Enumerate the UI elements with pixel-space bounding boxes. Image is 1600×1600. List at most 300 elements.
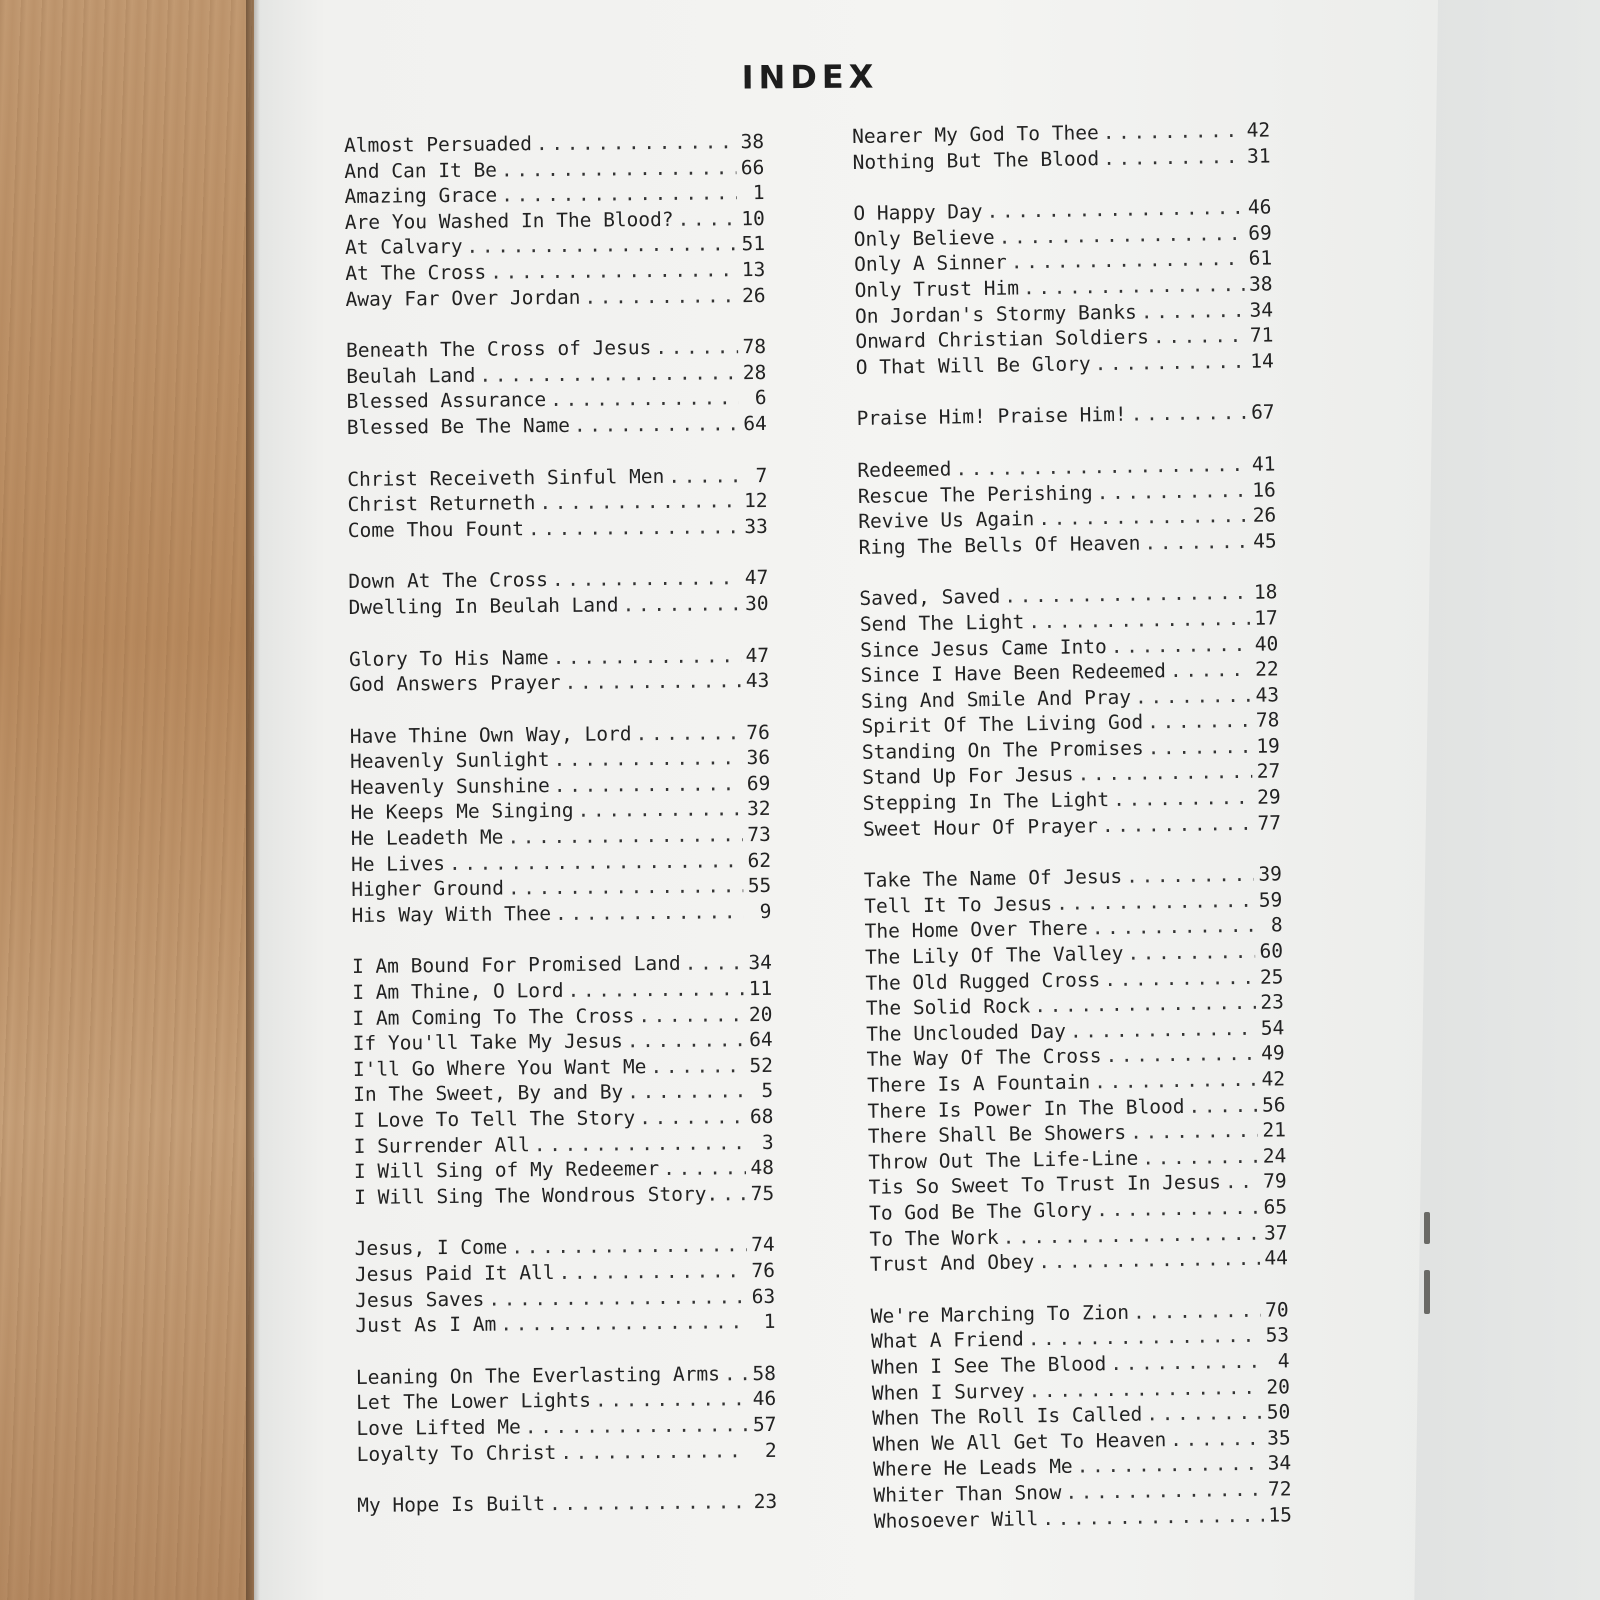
page-number: 68	[749, 1104, 774, 1129]
dot-leader	[1038, 1502, 1264, 1531]
page-number: 74	[751, 1233, 775, 1257]
hymn-title: I'll Go Where You Want Me	[352, 1054, 647, 1081]
hymn-title: Since Jesus Came Into	[860, 634, 1107, 662]
page-number: 76	[746, 720, 770, 744]
dot-leader	[504, 873, 744, 901]
hymn-title: Sing And Smile And Pray	[860, 685, 1132, 713]
index-entry	[351, 848, 771, 878]
page-number: 32	[746, 797, 771, 821]
hymn-title: Blessed Assurance	[346, 388, 547, 414]
page-number: 12	[743, 489, 768, 513]
hymn-title: Dwelling In Beulah Land	[348, 593, 619, 619]
hymn-title: Whosoever Will	[873, 1506, 1039, 1533]
index-entry	[348, 514, 768, 544]
hymn-title: When We All Get To Heaven	[872, 1427, 1167, 1456]
hymn-title: My Hope Is Built	[357, 1492, 546, 1518]
index-entry	[349, 668, 769, 698]
hymn-title: Stand Up For Jesus	[862, 763, 1074, 790]
dot-leader	[560, 668, 741, 695]
page-number: 6	[754, 386, 767, 410]
hymn-title: I Am Coming To The Cross	[352, 1003, 635, 1030]
page-number: 38	[1248, 272, 1273, 296]
hymn-title: Almost Persuaded	[344, 132, 533, 157]
hymn-title: There Shall Be Showers	[867, 1121, 1127, 1149]
dot-leader	[1143, 708, 1252, 735]
page-number: 60	[1259, 939, 1284, 963]
index-entry	[852, 143, 1270, 175]
index-column-left	[344, 129, 778, 1545]
index-entry	[344, 129, 764, 159]
index-group	[859, 580, 1281, 842]
dot-leader	[551, 899, 744, 926]
dot-leader	[580, 283, 737, 310]
hymn-title: He Lives	[350, 851, 446, 876]
index-entry	[350, 720, 770, 750]
dot-leader	[664, 463, 739, 489]
index-entry	[354, 1155, 774, 1185]
hymn-title: Heavenly Sunshine	[350, 773, 550, 799]
index-group	[350, 720, 772, 929]
page-number: 69	[746, 771, 771, 796]
index-entry	[356, 1386, 776, 1416]
hymn-title: Revive Us Again	[858, 507, 1035, 534]
hymn-title: The Old Rugged Cross	[865, 967, 1101, 995]
hymn-title: I Will Sing of My Redeemer	[353, 1157, 660, 1184]
dot-leader	[1024, 606, 1250, 635]
page-number: 71	[1249, 323, 1274, 347]
hymn-title: At The Cross	[345, 260, 487, 285]
dot-leader	[548, 566, 741, 593]
dot-leader	[1122, 862, 1254, 890]
hymn-title: Trust And Obey	[869, 1250, 1035, 1277]
page-number: 3	[761, 1130, 774, 1154]
hymn-title: At Calvary	[344, 235, 463, 260]
index-group	[871, 1297, 1293, 1534]
dot-leader	[1034, 1246, 1260, 1275]
page-number: 13	[741, 257, 766, 282]
hymn-title: Only Trust Him	[854, 276, 1020, 302]
page-number: 31	[1246, 144, 1271, 168]
dot-leader	[1137, 297, 1246, 324]
index-group	[348, 565, 768, 620]
dot-leader	[1142, 1400, 1262, 1427]
hymn-title: Nothing But The Blood	[852, 146, 1100, 174]
hymn-title: Beulah Land	[346, 363, 476, 388]
dot-leader	[718, 1181, 746, 1207]
index-entry	[356, 1412, 776, 1442]
index-entry	[347, 411, 767, 441]
page-number: 14	[1250, 349, 1274, 373]
hymn-title: There Is A Fountain	[866, 1070, 1091, 1097]
page-number: 1	[752, 181, 765, 205]
page-number: 26	[1252, 503, 1277, 527]
hymn-title: Take The Name Of Jesus	[863, 865, 1123, 893]
dot-leader	[475, 360, 738, 388]
page-number: 79	[1262, 1169, 1287, 1194]
index-entry	[346, 334, 766, 364]
dot-leader	[1092, 1195, 1259, 1223]
index-entry	[874, 1502, 1292, 1534]
index-entry	[345, 257, 765, 287]
page-number: 51	[741, 232, 766, 256]
dot-leader	[496, 1309, 747, 1337]
index-entry	[345, 206, 765, 236]
page-number: 52	[749, 1053, 774, 1077]
dot-leader	[982, 195, 1243, 225]
page-number: 44	[1264, 1246, 1289, 1270]
dot-leader	[570, 411, 739, 438]
index-entry	[345, 231, 765, 261]
page-number: 5	[761, 1079, 774, 1103]
dot-leader	[507, 1233, 747, 1261]
hymn-title: He Leadeth Me	[350, 825, 504, 851]
dot-leader	[445, 848, 743, 876]
hymn-title: Jesus Saves	[355, 1287, 485, 1312]
page-number: 46	[1247, 195, 1272, 219]
index-group	[349, 642, 769, 697]
page-number: 34	[1249, 297, 1274, 322]
page-number: 56	[1261, 1092, 1286, 1117]
page-number: 57	[752, 1412, 777, 1437]
dot-leader	[1107, 631, 1251, 659]
dot-leader	[1149, 323, 1246, 350]
dot-leader	[1126, 1118, 1258, 1146]
hymn-title: He Keeps Me Singing	[350, 799, 574, 825]
page-number: 59	[1258, 888, 1283, 912]
page-number: 76	[751, 1258, 776, 1283]
dot-leader	[1019, 272, 1245, 301]
page-number: 35	[1267, 1425, 1291, 1450]
dot-leader	[1098, 810, 1254, 838]
index-entry	[353, 1053, 773, 1083]
dot-leader	[1184, 1092, 1257, 1119]
dot-leader	[631, 720, 741, 747]
page-number: 73	[747, 822, 771, 847]
dot-leader	[462, 232, 737, 260]
page-number: 40	[1254, 631, 1279, 656]
hymn-title: Leaning On The Everlasting Arms	[355, 1362, 720, 1389]
dot-leader	[659, 1155, 746, 1181]
staple-marks	[1422, 1212, 1432, 1332]
page-number: 64	[743, 411, 767, 436]
page-number: 4	[1277, 1349, 1290, 1373]
hymn-title: Amazing Grace	[344, 183, 498, 209]
hymn-title: We're Marching To Zion	[870, 1300, 1130, 1328]
dot-leader	[1061, 1477, 1264, 1506]
page-number: 48	[750, 1156, 775, 1180]
index-entry	[354, 1130, 774, 1160]
dot-leader	[1138, 1144, 1258, 1171]
hymn-title: Spirit Of The Living God	[861, 710, 1144, 739]
hymn-title: Standing On The Promises	[861, 736, 1144, 764]
dot-leader	[1221, 1169, 1259, 1195]
page-number: 23	[1260, 990, 1285, 1014]
dot-leader	[532, 129, 736, 156]
index-entry	[346, 360, 766, 390]
dot-leader	[556, 1438, 749, 1465]
page-number: 75	[750, 1181, 775, 1205]
dot-leader	[634, 1002, 744, 1029]
index-entry	[347, 462, 767, 492]
dot-leader	[623, 1079, 745, 1106]
index-group	[852, 117, 1271, 175]
hymn-title: Come Thou Fount	[347, 517, 525, 542]
dot-leader	[1092, 477, 1248, 505]
page-number: 17	[1254, 606, 1278, 630]
dot-leader	[484, 1284, 747, 1312]
dot-leader	[1131, 682, 1251, 709]
hymn-title: Heavenly Sunlight	[349, 748, 550, 774]
hymn-title: Let The Lower Lights	[356, 1389, 592, 1415]
index-group	[355, 1232, 776, 1338]
hymn-title: There Is Power In The Blood	[867, 1094, 1185, 1123]
hymn-title: Nearer My God To Thee	[852, 121, 1099, 148]
hymn-title: I Surrender All	[353, 1132, 530, 1158]
index-group	[352, 950, 774, 1210]
hymn-title: Whiter Than Snow	[873, 1480, 1062, 1507]
page-number: 1	[763, 1310, 776, 1334]
page-number: 20	[748, 1002, 773, 1026]
page-number: 30	[744, 591, 769, 616]
hymn-title: The Home Over There	[864, 916, 1088, 944]
index-entry	[347, 488, 767, 518]
hymn-title: Love Lifted Me	[356, 1415, 521, 1440]
dot-leader	[1052, 888, 1255, 917]
dot-leader	[635, 1104, 745, 1131]
hymn-title: O That Will Be Glory	[855, 352, 1091, 379]
dot-leader	[1000, 580, 1249, 609]
index-entry	[352, 950, 772, 980]
hymn-title: On Jordan's Stormy Banks	[854, 300, 1137, 328]
page-number: 34	[1267, 1451, 1292, 1475]
page-number: 50	[1266, 1400, 1291, 1424]
dot-leader	[998, 1220, 1259, 1250]
hymn-title: Ring The Bells Of Heaven	[858, 531, 1141, 559]
hymn-title: When I See The Blood	[871, 1352, 1107, 1379]
dot-leader	[618, 591, 740, 618]
dot-leader	[573, 797, 742, 824]
index-group	[356, 1361, 777, 1467]
page-number: 66	[740, 155, 765, 179]
dot-leader	[550, 771, 743, 798]
page-number: 39	[1258, 862, 1283, 886]
index-entry	[353, 1104, 773, 1134]
page-number: 8	[1270, 913, 1283, 937]
dot-leader	[1024, 1323, 1262, 1352]
hymn-title: God Answers Prayer	[349, 671, 561, 697]
hymn-title: Blessed Be The Name	[346, 413, 570, 439]
dot-leader	[1166, 1425, 1263, 1452]
index-entry	[344, 155, 764, 185]
page-number: 65	[1263, 1195, 1288, 1219]
page-number: 16	[1252, 477, 1276, 502]
dot-leader	[1123, 939, 1255, 967]
dot-leader	[497, 180, 737, 208]
page-number: 43	[745, 669, 770, 693]
index-entry	[348, 565, 768, 595]
hymn-title: I Will Sing The Wondrous Story.	[354, 1182, 719, 1209]
dot-leader	[1088, 913, 1255, 941]
page-number: 29	[1256, 785, 1281, 809]
dot-leader	[1034, 503, 1248, 532]
page-number: 42	[1261, 1067, 1286, 1091]
page-number: 24	[1262, 1144, 1287, 1168]
index-entry	[354, 1181, 774, 1211]
index-entry	[351, 899, 771, 929]
hymn-title: Where He Leads Me	[872, 1455, 1073, 1482]
page-number: 21	[1262, 1118, 1287, 1142]
page-number: 43	[1255, 683, 1280, 707]
hymn-title: Jesus Paid It All	[354, 1261, 555, 1286]
hymn-title: Are You Washed In The Blood?	[344, 207, 674, 234]
page-number: 46	[752, 1387, 777, 1411]
hymn-title: I Am Bound For Promised Land	[351, 952, 681, 979]
hymn-title: Saved, Saved	[859, 585, 1001, 611]
page-number: 42	[1246, 118, 1271, 142]
index-group	[347, 462, 768, 543]
dot-leader	[651, 334, 738, 360]
dot-leader	[549, 643, 742, 670]
index-entry	[352, 976, 772, 1006]
hymn-title: What A Friend	[870, 1327, 1024, 1354]
page-number: 9	[759, 899, 772, 923]
index-entry	[355, 1232, 775, 1262]
page-number: 69	[1248, 221, 1272, 245]
hymn-title: Since I Have Been Redeemed	[860, 659, 1167, 688]
hymn-title: And Can It Be	[344, 158, 498, 183]
hymn-title: Down At The Cross	[348, 568, 549, 594]
page-number: 41	[1251, 452, 1276, 476]
hymn-title: I Am Thine, O Lord	[352, 978, 564, 1004]
hymn-title: Redeemed	[857, 457, 952, 482]
hymn-title: Only Believe	[853, 225, 995, 251]
hymn-title: Tis So Sweet To Trust In Jesus	[868, 1170, 1222, 1200]
index-entry	[349, 642, 769, 672]
dot-leader	[1099, 118, 1243, 146]
index-entry	[345, 283, 765, 313]
page-number: 45	[1252, 529, 1277, 553]
page-number: 70	[1265, 1298, 1289, 1322]
page-number: 78	[742, 335, 767, 359]
dot-leader	[646, 1053, 745, 1079]
index-column-right	[852, 117, 1293, 1559]
page-number: 27	[1256, 759, 1281, 784]
page-number: 78	[1255, 708, 1280, 733]
index-entry	[353, 1078, 773, 1108]
page-number: 15	[1268, 1502, 1293, 1527]
hymn-title: The Lily Of The Valley	[864, 941, 1124, 969]
page-number: 53	[1265, 1323, 1290, 1347]
page-number: 37	[1263, 1220, 1288, 1245]
index-entry	[352, 1002, 772, 1032]
index-entry	[351, 822, 771, 852]
index-group	[346, 334, 767, 440]
index-group	[856, 400, 1274, 432]
index-entry	[353, 1027, 773, 1057]
dot-leader	[545, 1489, 749, 1516]
dot-leader	[1073, 759, 1252, 787]
page-number: 10	[741, 206, 765, 230]
dot-leader	[521, 1412, 749, 1440]
dot-leader	[503, 822, 743, 850]
page-number: 25	[1259, 964, 1284, 989]
page-number: 54	[1260, 1016, 1285, 1040]
dot-leader	[1129, 1297, 1261, 1325]
index-entry	[351, 873, 771, 903]
dot-leader	[1030, 990, 1256, 1019]
dot-leader	[1101, 1041, 1257, 1069]
hymn-title: Send The Light	[859, 610, 1025, 636]
index-entry	[356, 1361, 776, 1391]
hymn-title: Beneath The Cross of Jesus	[345, 336, 652, 363]
hymn-title: Praise Him! Praise Him!	[856, 403, 1127, 431]
dot-leader	[1099, 143, 1243, 171]
hymn-title: His Way With Thee	[351, 901, 552, 927]
hymn-title: Tell It To Jesus	[864, 891, 1053, 918]
index-entry	[355, 1283, 775, 1313]
index-entry	[350, 771, 770, 801]
hymn-title: O Happy Day	[853, 200, 983, 226]
page-number: 22	[1254, 657, 1279, 681]
page-number: 64	[749, 1028, 773, 1052]
dot-leader	[554, 1258, 747, 1285]
dot-leader	[1100, 964, 1256, 992]
page-number: 19	[1256, 734, 1280, 758]
index-entry	[346, 385, 766, 415]
dot-leader	[623, 1027, 745, 1054]
dot-leader	[546, 386, 739, 413]
index-entry	[357, 1489, 777, 1519]
index-entry	[870, 1245, 1288, 1277]
page-number: 18	[1253, 580, 1278, 605]
hymn-title: The Way Of The Cross	[866, 1044, 1102, 1072]
hymn-title: Only A Sinner	[854, 250, 1007, 277]
page-number: 7	[755, 463, 768, 487]
page-number: 11	[748, 976, 773, 1001]
dot-leader	[1090, 1067, 1257, 1095]
page-number: 72	[1267, 1477, 1292, 1501]
page-number: 47	[745, 643, 770, 667]
dot-leader	[1007, 246, 1245, 275]
dot-leader	[530, 1130, 746, 1158]
hymn-title: Rescue The Perishing	[857, 480, 1093, 508]
index-entry	[856, 400, 1274, 432]
hymn-title: Throw Out The Life-Line	[868, 1146, 1139, 1174]
page-number: 34	[748, 951, 773, 975]
hymn-title: Away Far Over Jordan	[345, 285, 581, 311]
dot-leader	[994, 221, 1243, 250]
page-number: 2	[764, 1438, 777, 1462]
index-entry	[348, 591, 768, 621]
page-number: 28	[742, 360, 767, 384]
page-number: 36	[746, 746, 771, 770]
dot-leader	[535, 488, 739, 515]
page-number: 58	[752, 1361, 777, 1385]
index-group	[357, 1489, 777, 1519]
page-number: 62	[747, 848, 772, 872]
hymn-title: When The Roll Is Called	[872, 1402, 1143, 1430]
index-group	[857, 451, 1277, 560]
page-number: 67	[1250, 400, 1275, 425]
hymn-title: I Love To Tell The Story	[353, 1106, 636, 1132]
hymn-title: Have Thine Own Way, Lord	[349, 721, 632, 748]
hymn-title: In The Sweet, By and By	[353, 1080, 624, 1107]
page-number: 23	[753, 1490, 778, 1514]
dot-leader	[550, 745, 743, 772]
dot-leader	[524, 514, 740, 542]
dot-leader	[1166, 657, 1251, 684]
dot-leader	[1024, 1374, 1262, 1403]
